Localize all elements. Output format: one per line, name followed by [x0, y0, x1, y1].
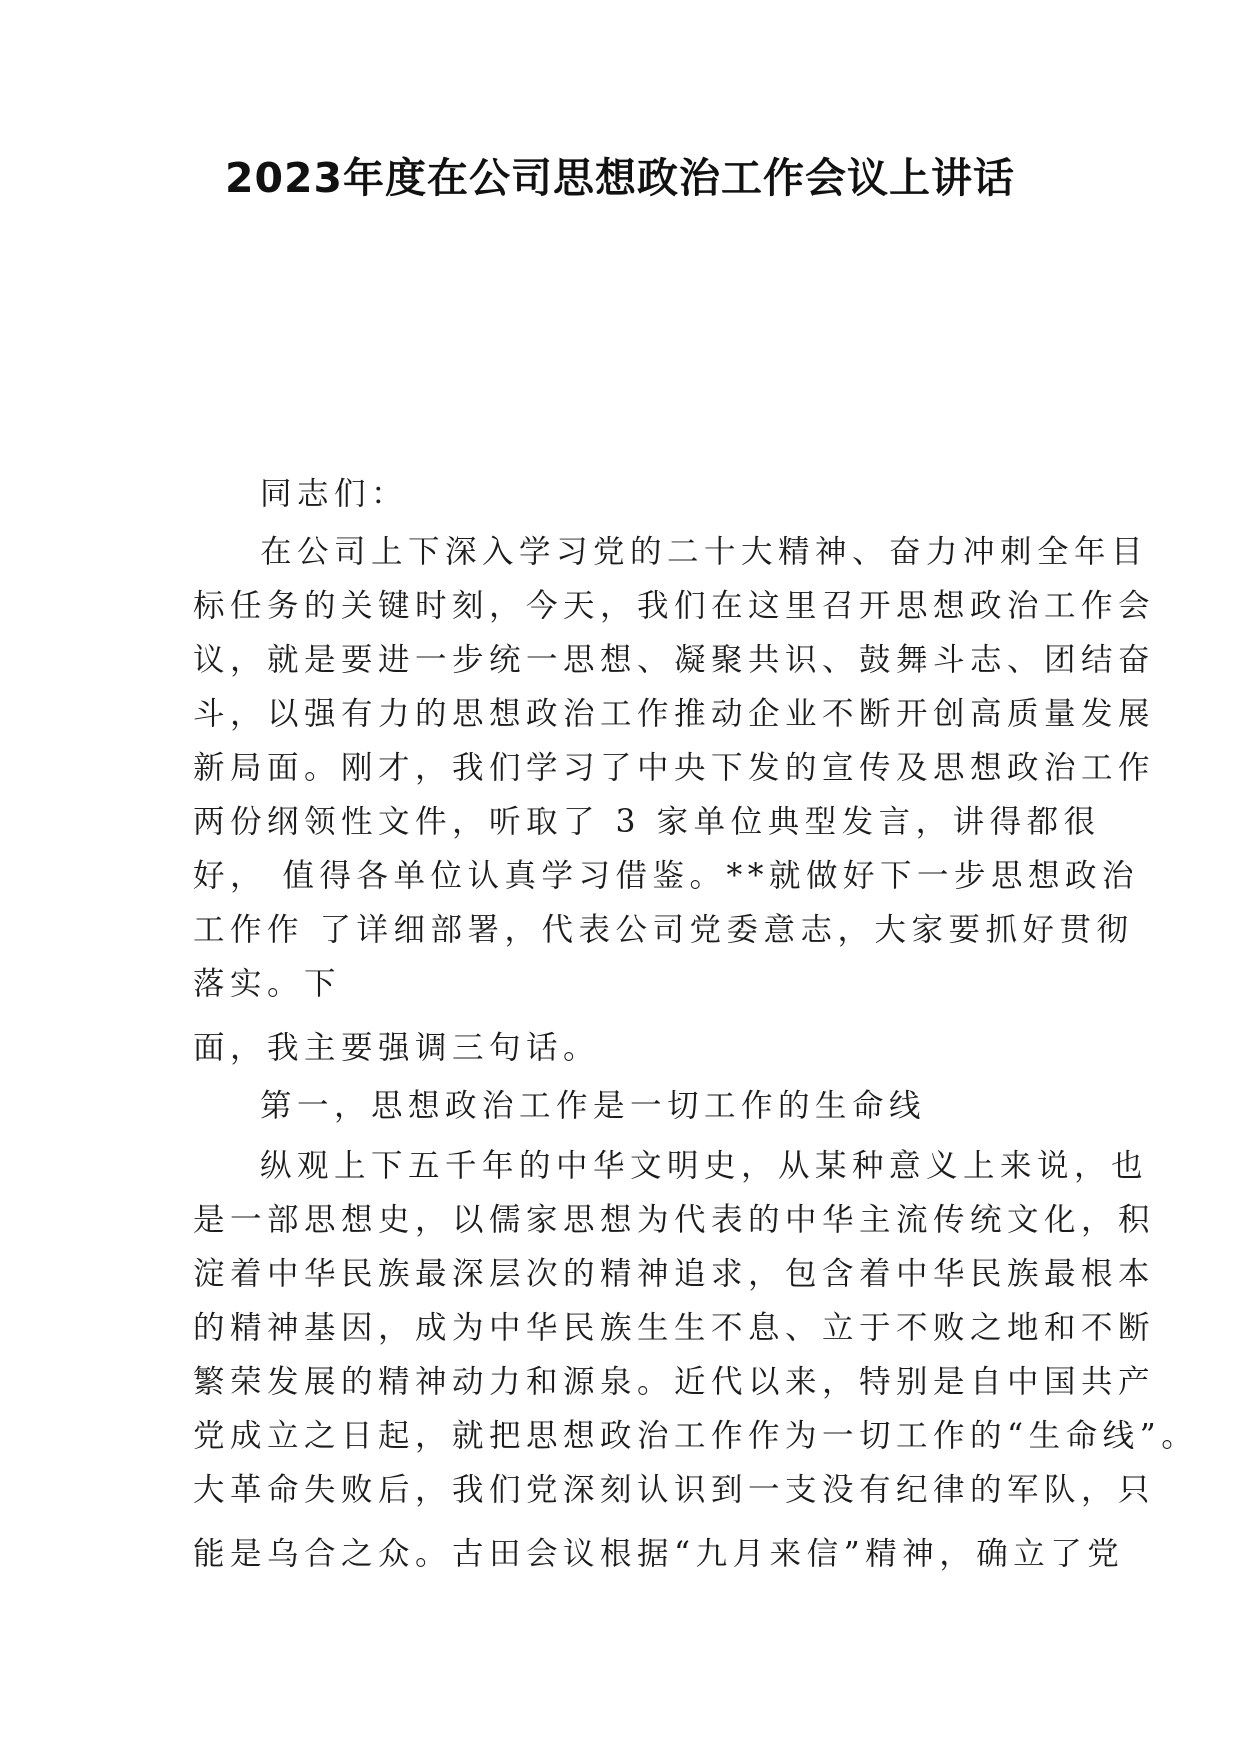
paragraph-line: 好， 值得各单位认真学习借鉴。**就做好下一步思想政治	[193, 858, 1140, 894]
paragraph-line: 斗，以强有力的思想政治工作推动企业不断开创高质量发展	[193, 696, 1156, 732]
paragraph-line: 能是乌合之众。古田会议根据“九月来信”精神，确立了党	[193, 1536, 1125, 1572]
paragraph-line: 标任务的关键时刻，今天，我们在这里召开思想政治工作会	[193, 588, 1156, 624]
paragraph-line: 落实。下	[193, 966, 342, 1002]
paragraph-line: 党成立之日起，就把思想政治工作作为一切工作的“生命线”。	[193, 1418, 1199, 1454]
paragraph-line: 的精神基因，成为中华民族生生不息、立于不败之地和不断	[193, 1310, 1156, 1346]
section-heading: 第一，思想政治工作是一切工作的生命线	[260, 1088, 927, 1124]
paragraph-line: 两份纲领性文件，听取了 3 家单位典型发言，讲得都很	[193, 804, 1101, 840]
paragraph-line: 纵观上下五千年的中华文明史，从某种意义上来说，也	[260, 1148, 1149, 1184]
paragraph-line: 新局面。刚才，我们学习了中央下发的宣传及思想政治工作	[193, 750, 1156, 786]
paragraph-line: 大革命失败后，我们党深刻认识到一支没有纪律的军队，只	[193, 1472, 1156, 1508]
paragraph-line: 工作作 了详细部署，代表公司党委意志，大家要抓好贯彻	[193, 912, 1134, 948]
paragraph-line: 繁荣发展的精神动力和源泉。近代以来，特别是自中国共产	[193, 1364, 1156, 1400]
document-title: 2023年度在公司思想政治工作会议上讲话	[224, 154, 1016, 202]
paragraph-line: 议，就是要进一步统一思想、凝聚共识、鼓舞斗志、团结奋	[193, 642, 1156, 678]
paragraph-line: 在公司上下深入学习党的二十大精神、奋力冲刺全年目	[260, 534, 1149, 570]
salutation: 同志们：	[260, 476, 409, 512]
paragraph-line: 是一部思想史，以儒家思想为代表的中华主流传统文化，积	[193, 1202, 1156, 1238]
paragraph-line: 淀着中华民族最深层次的精神追求，包含着中华民族最根本	[193, 1256, 1156, 1292]
paragraph-line: 面，我主要强调三句话。	[193, 1030, 601, 1066]
